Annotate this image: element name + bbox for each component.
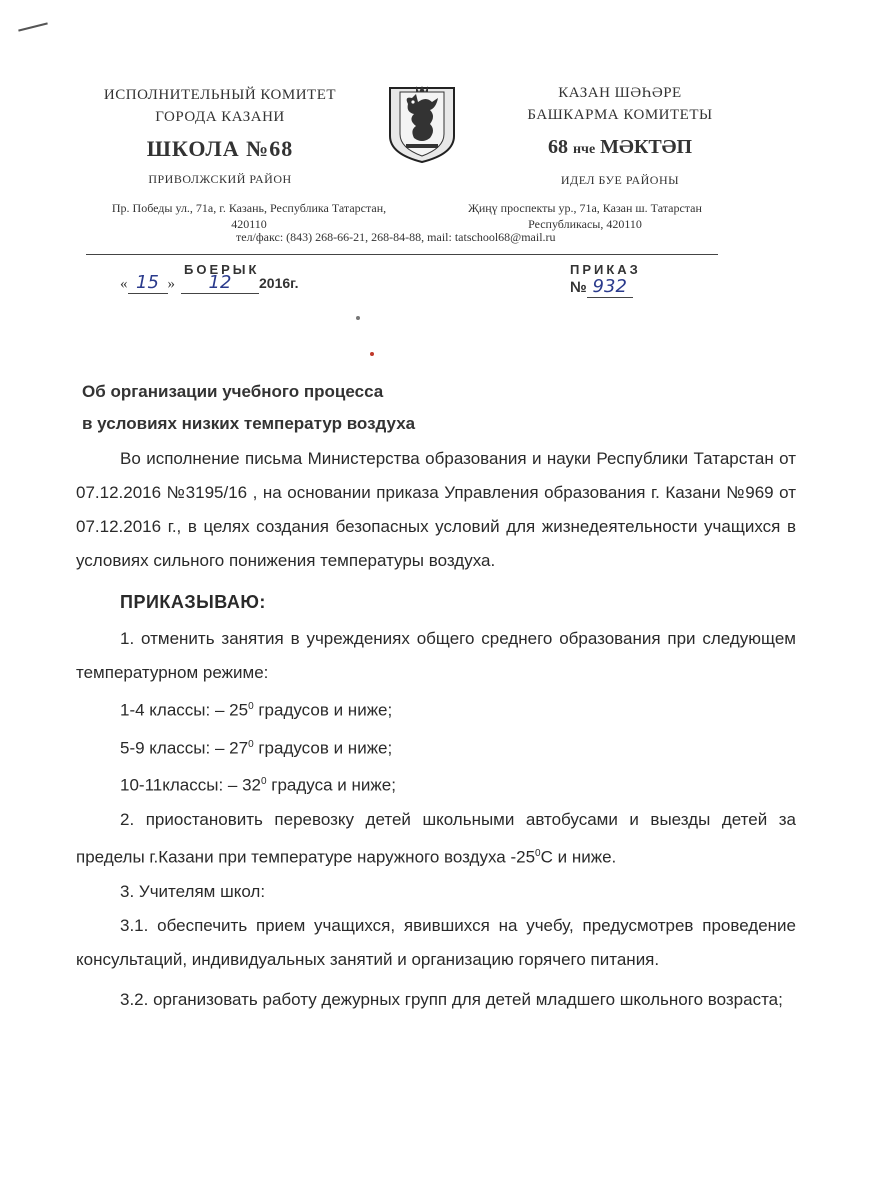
number-value: 932 <box>587 276 633 298</box>
stain-dot <box>370 352 374 356</box>
boeryk-label: БОЕРЫК <box>184 262 260 277</box>
address-ru <box>84 200 414 232</box>
item-3-2: 3.2. организовать работу дежурных групп для детей младшего школьного возраста; <box>120 989 783 1009</box>
ordered-heading: ПРИКАЗЫВАЮ: <box>120 592 266 612</box>
address-tt-line1: Җиңү проспекты ур., 71а, Казан ш. Татарстан <box>468 201 702 215</box>
order-subject <box>82 376 415 440</box>
date-year: 2016г. <box>259 275 299 291</box>
header-divider <box>86 254 718 255</box>
order-date: « 15 » 12 2016г. <box>120 272 299 293</box>
subject-line2: в условиях низких температур воздуха <box>82 414 416 433</box>
address-ru-line1: Пр. Победы ул., 71а, г. Казань, Республика Татарстан, <box>111 201 387 215</box>
scan-speck <box>356 316 360 320</box>
date-day: 15 <box>128 272 168 294</box>
header-right <box>500 82 740 188</box>
header-right-line1: КАЗАН ШӘҺӘРЕ <box>558 85 682 101</box>
item-2: 2. приостановить перевозку детей школьными автобусами и выезды детей за пределы г.Казани при температуре наружного воздуха $-25^0С$ и ниже. <box>76 809 796 867</box>
school-number-tt: 68 <box>547 136 568 158</box>
address-ru-line2: 420110 <box>231 217 267 231</box>
grade-10-11: 10-11классы: – $32^0$ градуса и ниже; <box>120 775 396 795</box>
district-ru: ПРИВОЛЖСКИЙ РАЙОН <box>148 172 292 186</box>
school-name-tt <box>500 132 740 165</box>
item-3: 3. Учителям школ: <box>120 881 266 901</box>
district-tt: ИДЕЛ БУЕ РАЙОНЫ <box>560 173 680 187</box>
grade-5-9: 5-9 классы: – $27^0$ градусов и ниже; <box>120 738 393 758</box>
item-3-1: 3.1. обеспечить прием учащихся, явившихся на учебу, предусмотрев проведение консультаций, индивидуальных занятий и организацию горячего питания. <box>76 915 796 969</box>
school-word-tt: МӘКТӘП <box>600 136 692 158</box>
school-name-ru: ШКОЛА №68 <box>146 136 294 161</box>
school-suffix-tt: нче <box>572 142 596 157</box>
intro-paragraph: Во исполнение письма Министерства образования и науки Республики Татарстан от 07.12.2016 №3195/16 , на основании приказа Управления образования г. Казани №969 от 07.12.2016 г., в целях создания безопасных условий для жизнедеятельности учащихся в условиях сильного понижения температуры воздуха. <box>76 449 796 570</box>
prikaz-label: ПРИКАЗ <box>570 262 641 277</box>
item-1: 1. отменить занятия в учреждениях общего среднего образования при следующем температурном режиме: <box>76 629 796 682</box>
grade-1-4: 1-4 классы: – $25^0$ градусов и ниже; <box>120 700 393 720</box>
header-left <box>80 84 360 187</box>
address-tt <box>455 200 715 232</box>
order-body <box>76 442 796 1017</box>
kazan-coat-of-arms-icon <box>386 84 458 164</box>
order-number <box>570 276 633 298</box>
header-right-line2: БАШКАРМА КОМИТЕТЫ <box>527 107 713 123</box>
date-month: 12 <box>181 272 259 294</box>
scan-mark <box>18 22 48 31</box>
header-left-line1: ИСПОЛНИТЕЛЬНЫЙ КОМИТЕТ <box>103 87 337 103</box>
header-left-line2: ГОРОДА КАЗАНИ <box>155 109 285 125</box>
number-prefix: № <box>570 279 587 296</box>
contacts-line: тел/факс: (843) 268-66-21, 268-84-88, mail: tatschool68@mail.ru <box>236 230 556 244</box>
subject-line1: Об организации учебного процесса <box>82 382 384 401</box>
address-tt-line2: Республикасы, 420110 <box>528 217 642 231</box>
